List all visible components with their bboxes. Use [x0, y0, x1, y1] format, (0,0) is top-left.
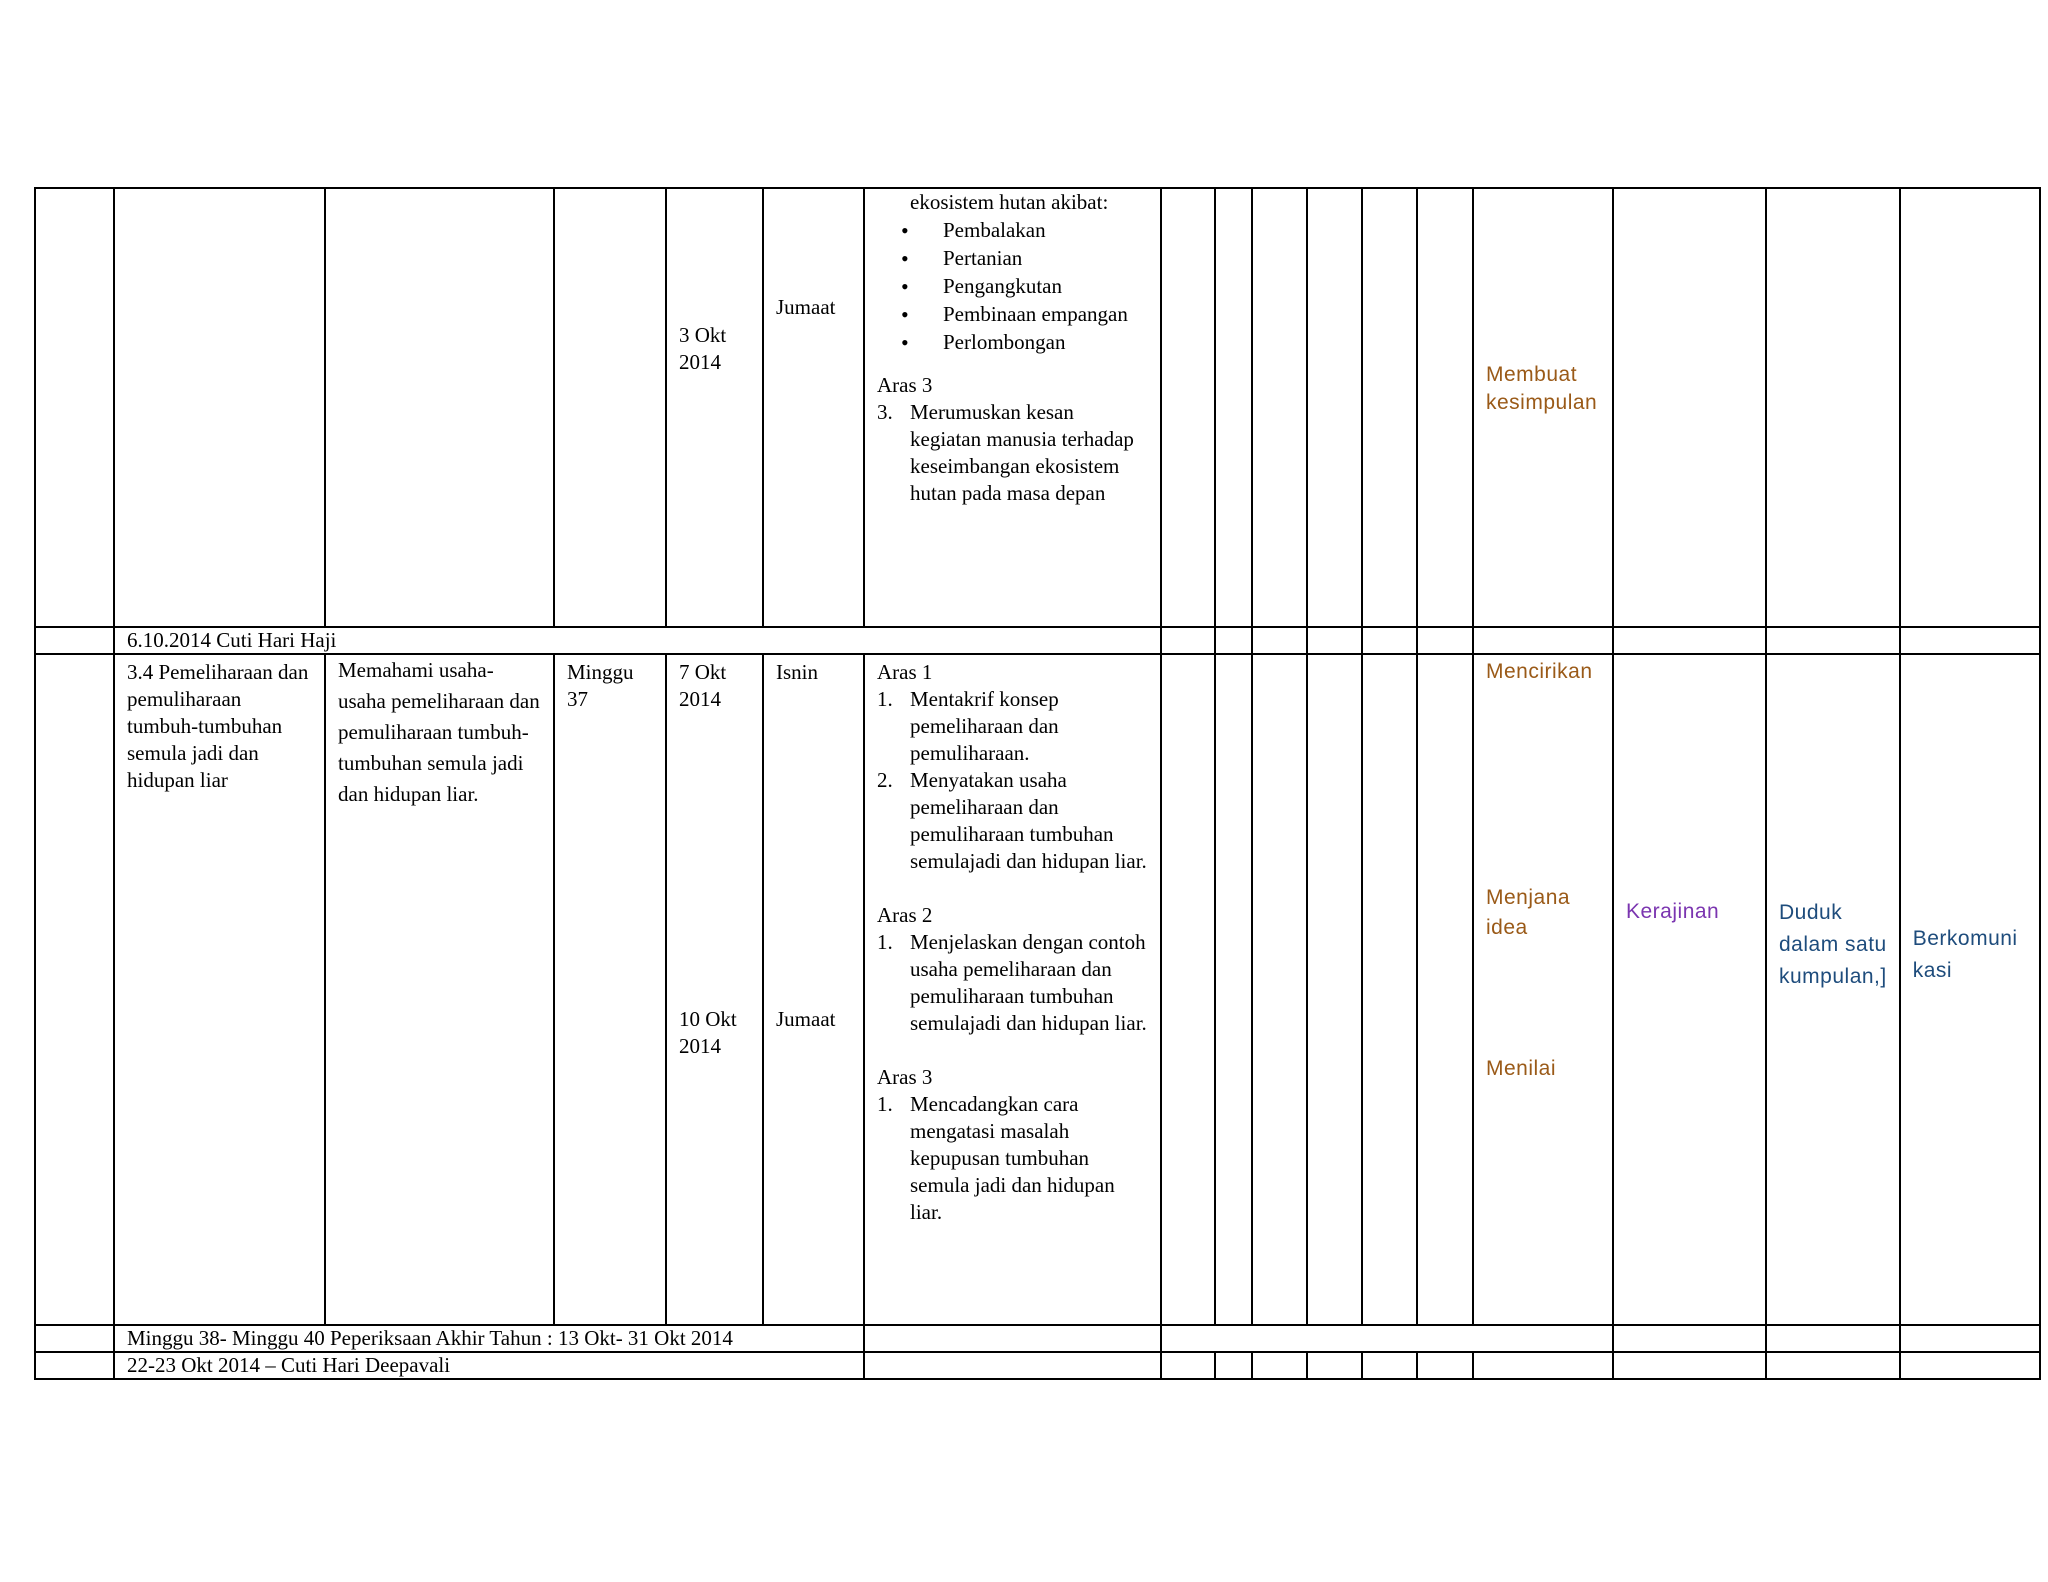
cell: [1362, 627, 1417, 654]
cell: [1307, 188, 1362, 627]
cell: [1473, 1352, 1613, 1379]
item-text: Mencadangkan cara mengatasi masalah kepupusan tumbuhan semula jadi dan hidupan liar.: [910, 1092, 1115, 1224]
aras-3-list: [877, 399, 1148, 507]
item-number: 1.: [877, 1092, 893, 1116]
cell: [864, 1325, 1161, 1352]
day-2: Jumaat: [776, 1007, 836, 1031]
day-cell: [763, 188, 864, 627]
aras-2-label: Aras 2: [877, 903, 933, 927]
date-cell: [666, 654, 763, 1325]
cell: [1613, 188, 1766, 627]
date-1: 7 Okt 2014: [679, 660, 727, 711]
method-text: Duduk dalam satu kumpulan,]: [1779, 901, 1887, 988]
skill-cell: [1473, 188, 1613, 627]
deepavali-row: [35, 1352, 2040, 1379]
cell: [864, 1352, 1161, 1379]
holiday-haji-note: 6.10.2014 Cuti Hari Haji: [127, 628, 337, 652]
objectives-cell: [864, 654, 1161, 1325]
cell: [1417, 627, 1473, 654]
continued-row: [35, 188, 2040, 627]
cell: [1252, 654, 1307, 1325]
cell: [1900, 1325, 2040, 1352]
date: 3 Okt 2014: [679, 323, 727, 374]
objective-item: [877, 1091, 1148, 1226]
cell: [35, 188, 114, 627]
date-2: 10 Okt 2014: [679, 1007, 737, 1058]
cell: [1766, 627, 1900, 654]
cell: [1307, 1352, 1362, 1379]
item-number: 2.: [877, 768, 893, 792]
method-cell: [1766, 654, 1900, 1325]
topic-text: 3.4 Pemeliharaan dan pemuliharaan tumbuh-tumbuhan semula jadi dan hidupan liar: [127, 660, 309, 792]
cell: [1613, 627, 1766, 654]
bullet-item: • Pembalakan: [943, 217, 1148, 244]
aras-3-list: [877, 1091, 1148, 1226]
cell: [35, 627, 114, 654]
skill-mencirikan: Mencirikan: [1486, 660, 1593, 683]
objective-item: [877, 767, 1148, 875]
cell: [1161, 1325, 1613, 1352]
cell: [1161, 627, 1215, 654]
cell: [1613, 1352, 1766, 1379]
cell: [1766, 1325, 1900, 1352]
cell: [1161, 188, 1215, 627]
bullet-item: • Pengangkutan: [943, 273, 1148, 300]
cell: [1215, 654, 1252, 1325]
item-number: 1.: [877, 930, 893, 954]
holiday-row: [35, 627, 2040, 654]
objective-item: [877, 686, 1148, 767]
objectives-intro: ekosistem hutan akibat:: [910, 190, 1109, 214]
aras-3-label: Aras 3: [877, 373, 933, 397]
week-cell: [554, 654, 666, 1325]
skill-menjana-idea: Menjana idea: [1486, 886, 1571, 939]
cell: [1900, 188, 2040, 627]
cell: [1215, 627, 1252, 654]
cell: [114, 188, 325, 627]
aras-3-label: Aras 3: [877, 1065, 933, 1089]
skill-menilai: Menilai: [1486, 1057, 1557, 1080]
exam-note-cell: [114, 1325, 864, 1352]
cell: [1362, 188, 1417, 627]
cell: [325, 188, 554, 627]
item-number: 1.: [877, 687, 893, 711]
item-text: Menjelaskan dengan contoh usaha pemeliharaan dan pemuliharaan tumbuhan semulajadi dan hidupan liar.: [910, 930, 1147, 1035]
value-cell: [1613, 654, 1766, 1325]
cell: [1362, 654, 1417, 1325]
exam-row: [35, 1325, 2040, 1352]
day-cell: [763, 654, 864, 1325]
cell: [1362, 1352, 1417, 1379]
cell: [1900, 1352, 2040, 1379]
aras-1-list: [877, 686, 1148, 875]
week-text: Minggu 37: [567, 660, 634, 711]
cell: [1307, 627, 1362, 654]
objective-item: [877, 929, 1148, 1037]
skill-cell: [1473, 654, 1613, 1325]
item-number: 3.: [877, 400, 893, 424]
cell: [1900, 627, 2040, 654]
holiday-deepavali-note: 22-23 Okt 2014 – Cuti Hari Deepavali: [127, 1353, 451, 1377]
cell: [1473, 627, 1613, 654]
bullet-item: • Perlombongan: [943, 329, 1148, 356]
exam-note: Minggu 38- Minggu 40 Peperiksaan Akhir Tahun : 13 Okt- 31 Okt 2014: [127, 1326, 733, 1350]
objectives-cell: [864, 188, 1161, 627]
item-text: Merumuskan kesan kegiatan manusia terhadap keseimbangan ekosistem hutan pada masa depan: [910, 400, 1134, 505]
objective-item: [877, 399, 1148, 507]
lesson-plan-table: [34, 187, 2041, 1380]
cell: [1417, 654, 1473, 1325]
cell: [1417, 188, 1473, 627]
item-text: Menyatakan usaha pemeliharaan dan pemuliharaan tumbuhan semulajadi dan hidupan liar.: [910, 768, 1147, 873]
lesson-row: [35, 654, 2040, 1325]
bullet-item: • Pembinaan empangan: [943, 301, 1148, 328]
topic-cell: [114, 654, 325, 1325]
cell: [1307, 654, 1362, 1325]
standard-text: Memahami usaha-usaha pemeliharaan dan pemuliharaan tumbuh-tumbuhan semula jadi dan hidupan liar.: [338, 658, 540, 806]
date-cell: [666, 188, 763, 627]
cell: [35, 654, 114, 1325]
day-1: Isnin: [776, 660, 818, 684]
item-text: Mentakrif konsep pemeliharaan dan pemuliharaan.: [910, 687, 1059, 765]
deepavali-note-cell: [114, 1352, 864, 1379]
cell: [35, 1325, 114, 1352]
cell: [1766, 188, 1900, 627]
cell: [554, 188, 666, 627]
holiday-note-cell: [114, 627, 1161, 654]
cell: [1161, 1352, 1215, 1379]
value-kerajinan: Kerajinan: [1626, 900, 1720, 923]
cell: [1215, 1352, 1252, 1379]
aras-2-list: [877, 929, 1148, 1037]
activity-bullet-list: [877, 217, 1148, 356]
aras-1-label: Aras 1: [877, 660, 933, 684]
standard-cell: [325, 654, 554, 1325]
cell: [1215, 188, 1252, 627]
generic-skill-text: Berkomunikasi: [1912, 927, 2018, 982]
cell: [1766, 1352, 1900, 1379]
cell: [1252, 1352, 1307, 1379]
cell: [35, 1352, 114, 1379]
bullet-item: • Pertanian: [943, 245, 1148, 272]
cell: [1417, 1352, 1473, 1379]
day: Jumaat: [776, 295, 836, 319]
cell: [1161, 654, 1215, 1325]
generic-skill-cell: [1900, 654, 2040, 1325]
cell: [1252, 188, 1307, 627]
cell: [1613, 1325, 1766, 1352]
cell: [1252, 627, 1307, 654]
skill-membuat-kesimpulan: Membuat kesimpulan: [1486, 363, 1598, 414]
